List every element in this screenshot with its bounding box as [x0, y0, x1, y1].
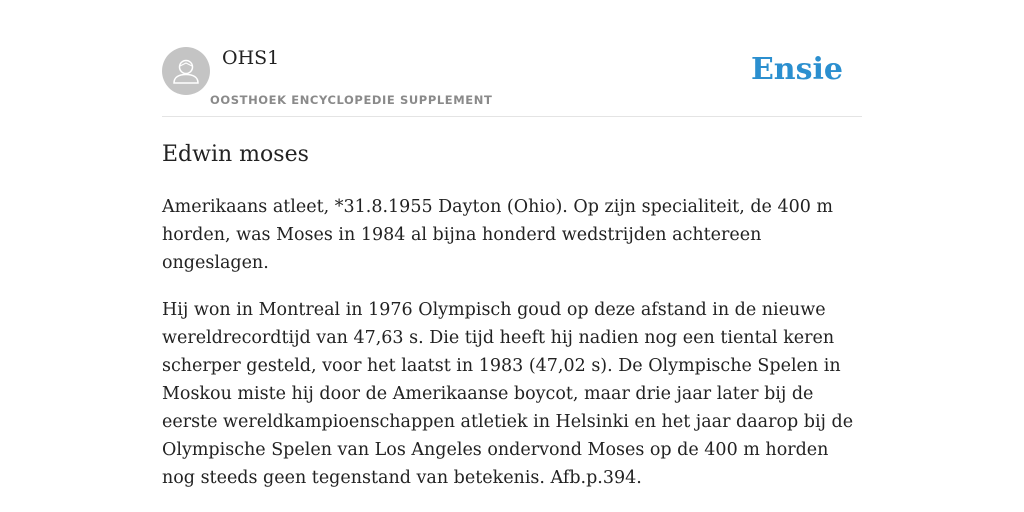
avatar[interactable] — [162, 47, 210, 95]
brand-logo[interactable]: Ensie — [750, 52, 843, 87]
author-name[interactable]: OHS1 — [222, 47, 280, 69]
article-title: Edwin moses — [162, 142, 309, 167]
article-paragraph: Amerikaans atleet, *31.8.1955 Dayton (Ohio). Op zijn specialiteit, de 400 m horden, was Moses in 1984 al bijna honderd wedstrijden achtereen ongeslagen. — [162, 197, 834, 273]
user-icon — [162, 47, 210, 95]
article-paragraph: Hij won in Montreal in 1976 Olympisch goud op deze afstand in de nieuwe wereldrecordtijd van 47,63 s. Die tijd heeft hij nadien nog een tiental keren scherper gesteld, voor het laatst in 1983 (47,02 s). De Olympische Spelen in Moskou miste hij door de Amerikaanse boycot, maar drie jaar later bij de eerste wereldkampioenschappen atletiek in Helsinki en het jaar daarop bij de Olympische Spelen van Los Angeles ondervond Moses op de 400 m horden nog steeds geen tegenstand van betekenis. Afb.p.394. — [162, 300, 854, 488]
article-header — [162, 46, 862, 117]
source-label[interactable]: OOSTHOEK ENCYCLOPEDIE SUPPLEMENT — [210, 93, 493, 107]
article-body — [162, 193, 862, 511]
